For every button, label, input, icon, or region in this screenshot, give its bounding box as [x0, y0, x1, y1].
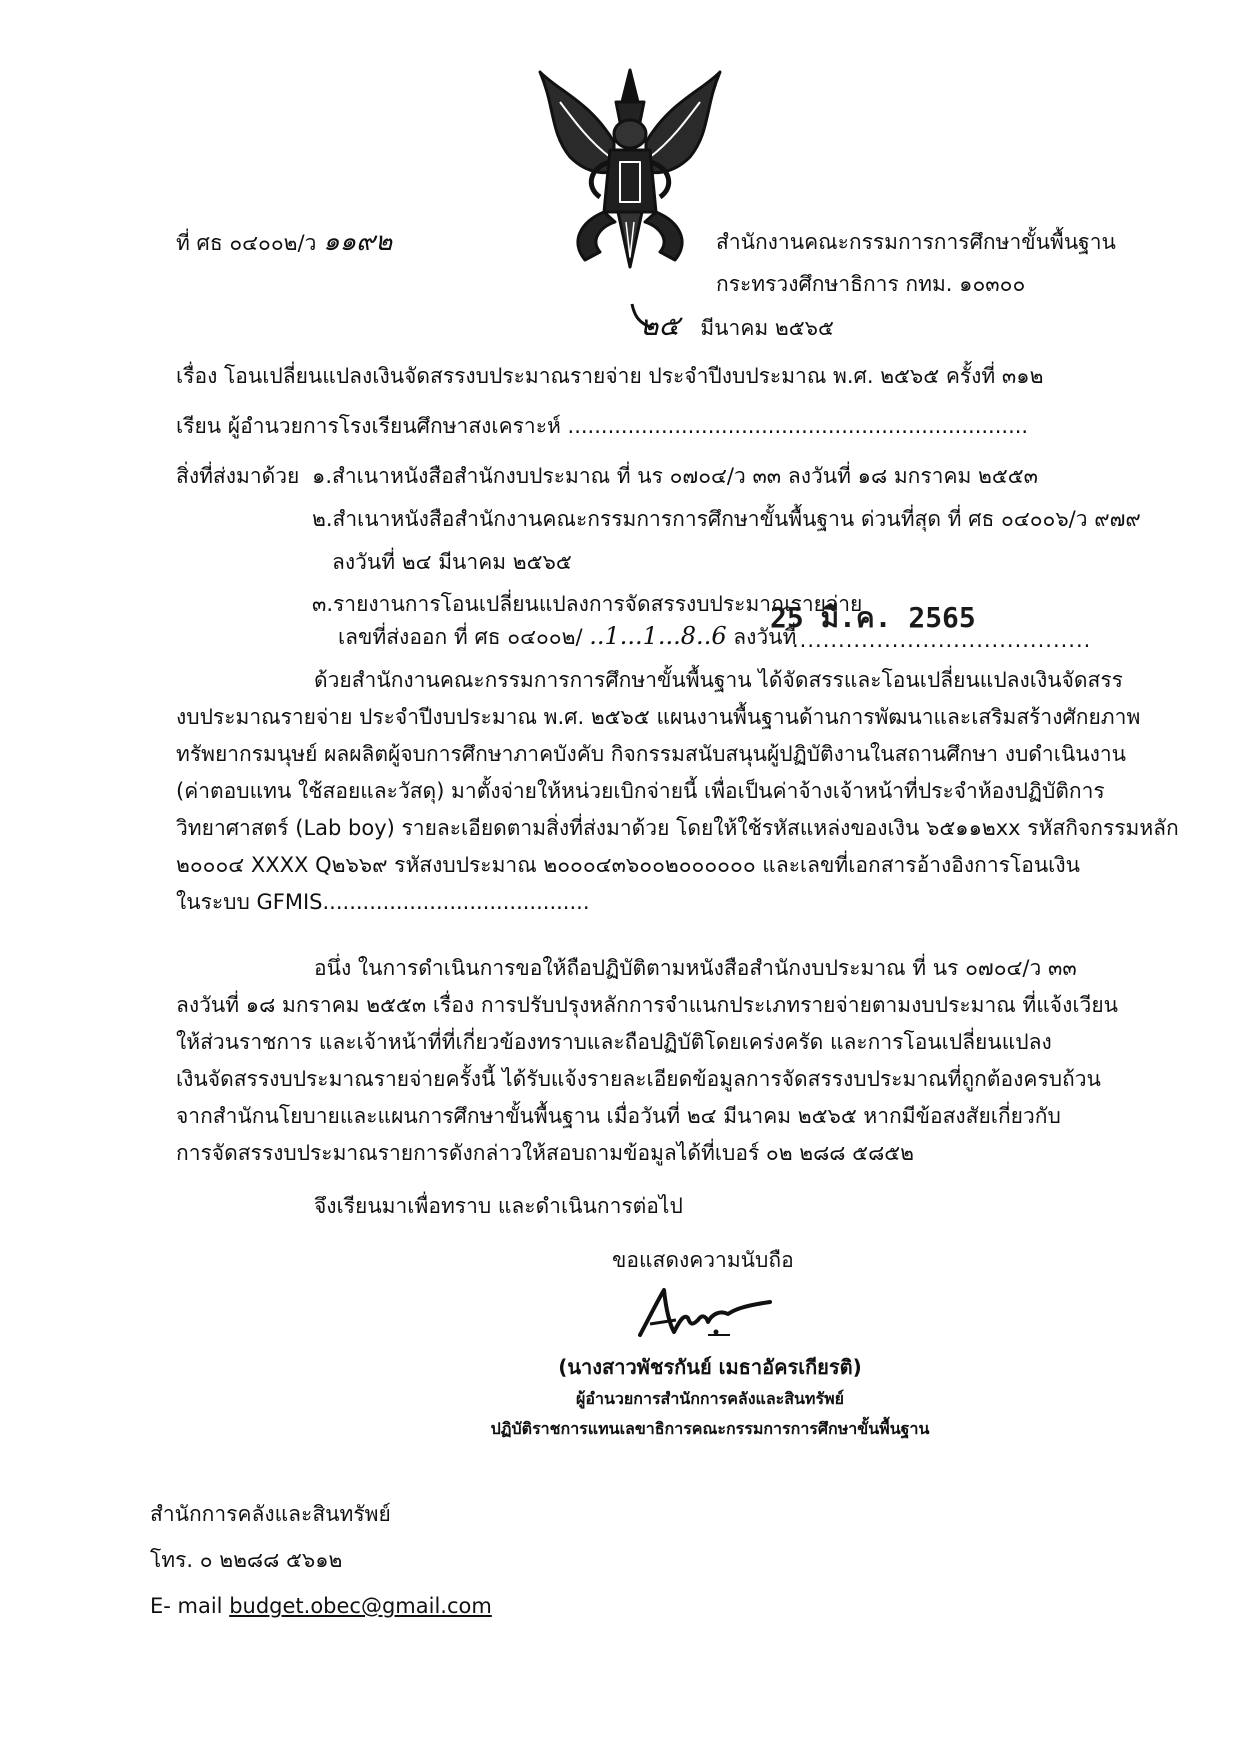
- email-label: E- mail: [150, 1594, 230, 1618]
- regards-line: ขอแสดงความนับถือ: [612, 1248, 794, 1272]
- enclosures-label: สิ่งที่ส่งมาด้วย: [176, 464, 300, 488]
- reference-number-handwritten: ๑๑๙๒: [323, 227, 393, 257]
- outgoing-number-label: เลขที่ส่งออก ที่ ศธ ๐๔๐๐๒/: [338, 625, 590, 649]
- paragraph-1-line-2: งบประมาณรายจ่าย ประจำปีงบประมาณ พ.ศ. ๒๕๖๕ แผนงานพื้นฐานด้านการพัฒนาและเสริมสร้างศักยภาพ: [176, 705, 1141, 729]
- enclosure-item-2-line-2: ลงวันที่ ๒๔ มีนาคม ๒๕๖๕: [332, 550, 572, 574]
- closing-line: จึงเรียนมาเพื่อทราบ และดำเนินการต่อไป: [314, 1194, 683, 1218]
- dated-label: ลงวันที่: [726, 625, 797, 649]
- enclosure-item-3-line-1: ๓.รายงานการโอนเปลี่ยนแปลงการจัดสรรงบประมาณรายจ่าย: [312, 592, 863, 616]
- paragraph-1-line-7: ในระบบ GFMIS........................................: [176, 890, 590, 914]
- paragraph-2-line-2: ลงวันที่ ๑๘ มกราคม ๒๕๕๓ เรื่อง การปรับปรุงหลักการจำแนกประเภทรายจ่ายตามงบประมาณ ที่แจ้งเวียน: [176, 993, 1118, 1017]
- enclosure-item-2-line-1: ๒.สำเนาหนังสือสำนักงานคณะกรรมการการศึกษาขั้นพื้นฐาน ด่วนที่สุด ที่ ศธ ๐๔๐๐๖/ว ๙๗๙: [312, 507, 1141, 531]
- office-address: กระทรวงศึกษาธิการ กทม. ๑๐๓๐๐: [716, 272, 1026, 296]
- body-paragraph-2: [176, 950, 1118, 1172]
- footer-office: สำนักการคลังและสินทรัพย์: [150, 1502, 391, 1526]
- date-day-handwritten: ๒๕: [640, 309, 680, 342]
- addressee-line: เรียน ผู้อำนวยการโรงเรียนศึกษาสงเคราะห์ .....................................................................: [176, 414, 1029, 438]
- office-name: สำนักงานคณะกรรมการการศึกษาขั้นพื้นฐาน: [716, 230, 1116, 254]
- email-link[interactable]: budget.obec@gmail.com: [229, 1594, 492, 1618]
- paragraph-1-line-3: ทรัพยากรมนุษย์ ผลผลิตผู้จบการศึกษาภาคบังคับ กิจกรรมสนับสนุนผู้ปฏิบัติงานในสถานศึกษา งบดำเนินงาน: [176, 742, 1127, 766]
- date-handwritten-mark-icon: [628, 300, 658, 334]
- paragraph-1-line-6: ๒๐๐๐๔ XXXX Q๒๖๖๙ รหัสงบประมาณ ๒๐๐๐๔๓๖๐๐๒๐๐๐๐๐๐ และเลขที่เอกสารอ้างอิงการโอนเงิน: [176, 853, 1080, 877]
- outgoing-number-handwritten: ..1...1...8..6: [589, 622, 727, 650]
- signatory-title: ผู้อำนวยการสำนักการคลังและสินทรัพย์: [576, 1389, 844, 1408]
- footer-phone: โทร. ๐ ๒๒๘๘ ๕๖๑๒: [150, 1548, 343, 1572]
- paragraph-2-line-6: การจัดสรรงบประมาณรายการดังกล่าวให้สอบถามข้อมูลได้ที่เบอร์ ๐๒ ๒๘๘ ๕๘๕๒: [176, 1141, 915, 1165]
- paragraph-1-line-1: ด้วยสำนักงานคณะกรรมการการศึกษาขั้นพื้นฐาน ได้จัดสรรและโอนเปลี่ยนแปลงเงินจัดสรร: [314, 668, 1123, 692]
- subject-line: เรื่อง โอนเปลี่ยนแปลงเงินจัดสรรงบประมาณรายจ่าย ประจำปีงบประมาณ พ.ศ. ๒๕๖๕ ครั้งที่ ๓๑๒: [176, 364, 1044, 388]
- paragraph-2-line-1: อนึ่ง ในการดำเนินการขอให้ถือปฏิบัติตามหนังสือสำนักงบประมาณ ที่ นร ๐๗๐๔/ว ๓๓: [314, 956, 1077, 980]
- signature-block: [440, 1350, 980, 1444]
- date-stamp: 25 มี.ค. 2565: [770, 601, 976, 634]
- body-paragraph-1: [176, 662, 1179, 921]
- letter-date: [640, 309, 834, 342]
- paragraph-1-line-5: วิทยาศาสตร์ (Lab boy) รายละเอียดตามสิ่งที่ส่งมาด้วย โดยให้ใช้รหัสแหล่งของเงิน ๖๕๑๑๒xx รหัสกิจกรรมหลัก: [176, 816, 1179, 840]
- paragraph-2-line-4: เงินจัดสรรงบประมาณรายจ่ายครั้งนี้ ได้รับแจ้งรายละเอียดข้อมูลการจัดสรรงบประมาณที่ถูกต้องครบถ้วน: [176, 1067, 1101, 1091]
- garuda-emblem-icon: [530, 62, 730, 272]
- paragraph-2-line-3: ให้ส่วนราชการ และเจ้าหน้าที่ที่เกี่ยวข้องทราบและถือปฏิบัติโดยเคร่งครัด และการโอนเปลี่ยนแปลง: [176, 1030, 1052, 1054]
- paragraph-2-line-5: จากสำนักนโยบายและแผนการศึกษาขั้นพื้นฐาน เมื่อวันที่ ๒๔ มีนาคม ๒๕๖๕ หากมีข้อสงสัยเกี่ยวกับ: [176, 1104, 1061, 1128]
- handwritten-signature: [630, 1280, 780, 1350]
- date-month-year: มีนาคม ๒๕๖๕: [700, 316, 834, 340]
- date-dotted-line: .......................................: [792, 628, 1092, 652]
- paragraph-1-line-4: (ค่าตอบแทน ใช้สอยและวัสดุ) มาตั้งจ่ายให้หน่วยเบิกจ่ายนี้ เพื่อเป็นค่าจ้างเจ้าหน้าที่ประจำห้องปฏิบัติการ: [176, 779, 1105, 803]
- signatory-acting-title: ปฏิบัติราชการแทนเลขาธิการคณะกรรมการการศึกษาขั้นพื้นฐาน: [490, 1419, 930, 1438]
- footer-email-line: [150, 1592, 492, 1620]
- reference-number: [176, 228, 392, 257]
- enclosure-item-1: ๑.สำเนาหนังสือสำนักงบประมาณ ที่ นร ๐๗๐๔/ว ๓๓ ลงวันที่ ๑๘ มกราคม ๒๕๕๓: [312, 464, 1039, 488]
- signatory-name: (นางสาวพัชรกันย์ เมธาอัครเกียรติ): [558, 1355, 862, 1379]
- enclosure-item-3-line-2: [338, 622, 796, 651]
- reference-number-printed: ที่ ศธ ๐๔๐๐๒/ว: [176, 231, 324, 255]
